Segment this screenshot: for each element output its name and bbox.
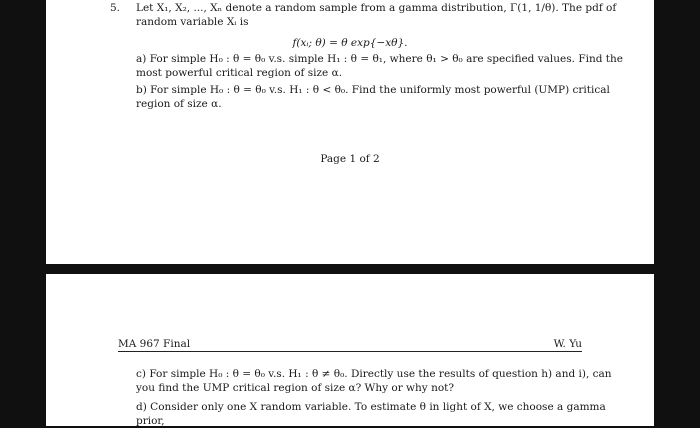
header-divider [118,351,582,352]
part-c-line-1: c) For simple H₀ : θ = θ₀ v.s. H₁ : θ ≠ θ₀. Directly use the results of question h) and i), can [136,368,612,380]
document-page-1 [46,0,654,264]
part-d-line-1: d) Consider only one X random variable. To estimate θ in light of X, we choose a gamma [136,401,606,413]
part-b-line-1: b) For simple H₀ : θ = θ₀ v.s. H₁ : θ < θ₀. Find the uniformly most powerful (UMP) critical [136,84,610,96]
part-b-line-2: region of size α. [136,98,222,110]
part-c-line-2: you find the UMP critical region of size α? Why or why not? [136,382,455,394]
page-footer: Page 1 of 2 [320,153,380,165]
part-d-line-2: prior, [136,415,165,427]
question-number: 5. [110,2,121,14]
question-5-line-1: Let X₁, X₂, ..., Xₙ denote a random sample from a gamma distribution, Γ(1, 1/θ). The pdf of [136,2,617,14]
part-a-line-2: most powerful critical region of size α. [136,67,343,79]
pdf-formula: f(xᵢ; θ) = θ exp{−xθ}. [292,37,408,49]
question-5-line-2: random variable Xᵢ is [136,16,249,28]
header-author: W. Yu [553,338,582,350]
document-page-2 [46,274,654,426]
part-a-line-1: a) For simple H₀ : θ = θ₀ v.s. simple H₁ : θ = θ₁, where θ₁ > θ₀ are specified values. Find the [136,53,623,65]
header-course: MA 967 Final [118,338,191,350]
